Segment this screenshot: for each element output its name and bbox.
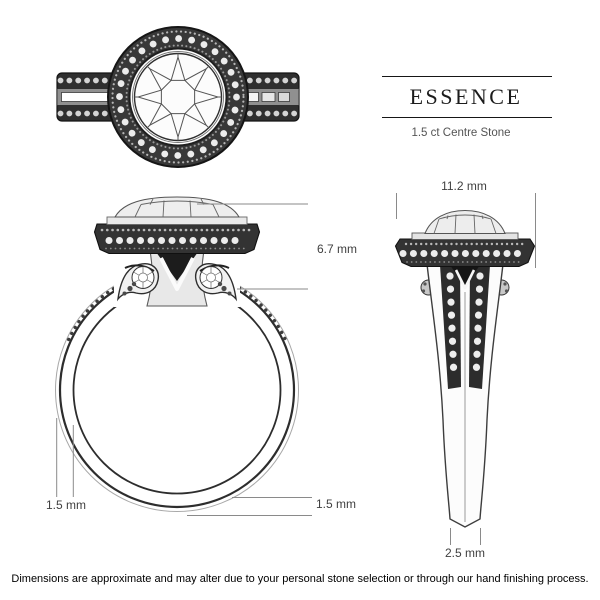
title-rule-top	[382, 76, 552, 77]
dim-band-thickness-side: 1.5 mm	[45, 498, 87, 512]
ring-top-view	[57, 27, 299, 167]
side-view-centre-stone	[425, 211, 505, 234]
front-view-halo	[95, 224, 260, 254]
centre-stone-subtitle: 1.5 ct Centre Stone	[411, 127, 511, 139]
side-stone-pave-dot	[422, 289, 425, 292]
dim-head-width: 11.2 mm	[441, 179, 487, 193]
side-stone-pave-dot	[423, 282, 426, 285]
ring-side-view	[396, 193, 536, 545]
ring-front-view	[56, 197, 313, 516]
side-view-halo	[396, 239, 535, 267]
dim-band-thickness-bottom: 1.5 mm	[315, 497, 357, 511]
side-stone-pave-dot	[505, 289, 508, 292]
front-view-bezel-plate	[107, 217, 247, 225]
title-rule-bottom	[382, 117, 552, 118]
disclaimer-text: Dimensions are approximate and may alter due to your personal stone selection or through our hand finishing process.	[11, 573, 589, 585]
side-view-dimension-leaders-bottom	[451, 528, 481, 545]
front-view-centre-stone	[115, 197, 239, 217]
side-stone-pave-dot	[503, 282, 506, 285]
dim-head-height: 6.7 mm	[316, 242, 358, 256]
dim-shank-tip-width: 2.5 mm	[444, 546, 486, 560]
product-name: ESSENCE	[409, 84, 523, 109]
